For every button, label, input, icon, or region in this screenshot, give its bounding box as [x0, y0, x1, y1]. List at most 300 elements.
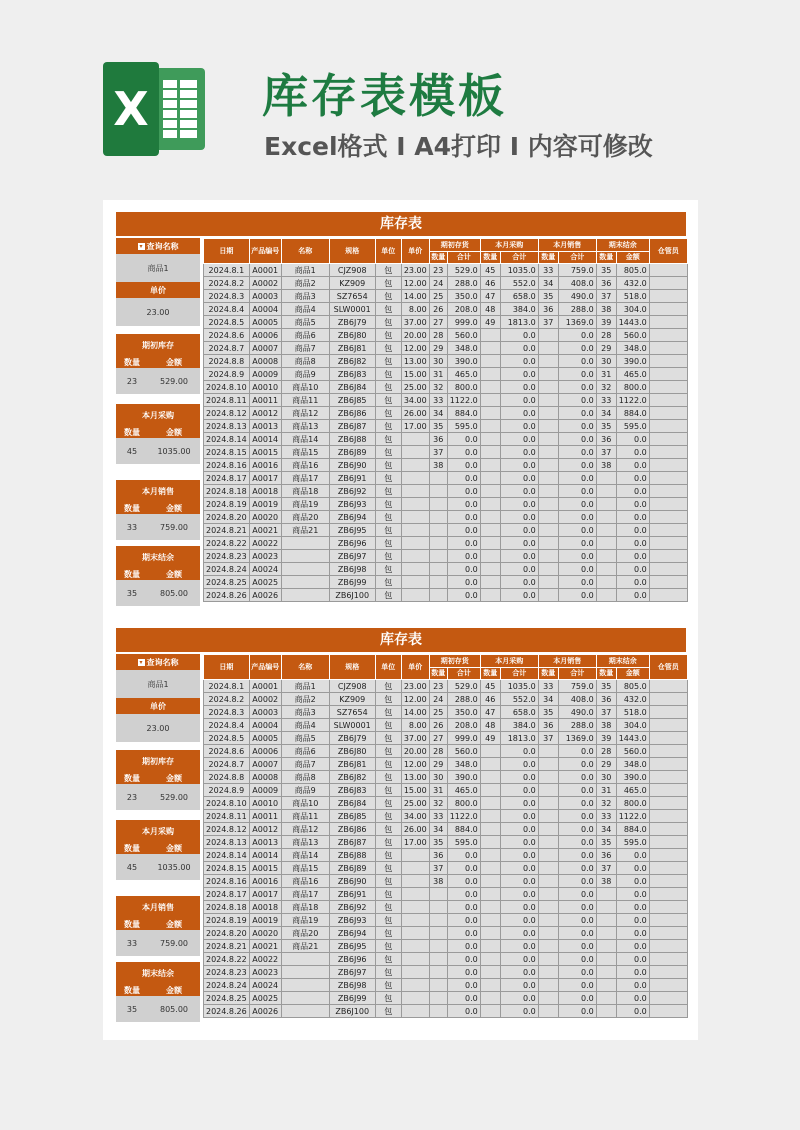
cell-closing-amount[interactable]: 0.0	[616, 927, 649, 940]
cell-date[interactable]: 2024.8.2	[204, 693, 250, 706]
cell-closing-amount[interactable]: 1443.0	[616, 732, 649, 745]
cell-keeper[interactable]	[649, 329, 687, 342]
cell-unit[interactable]: 包	[375, 771, 401, 784]
cell-opening-total[interactable]: 0.0	[447, 485, 480, 498]
cell-sales-total[interactable]: 288.0	[558, 719, 596, 732]
cell-code[interactable]: A0018	[249, 485, 281, 498]
cell-unit[interactable]: 包	[375, 368, 401, 381]
cell-closing-qty[interactable]: 31	[596, 784, 616, 797]
cell-unit[interactable]: 包	[375, 706, 401, 719]
cell-closing-amount[interactable]: 0.0	[616, 862, 649, 875]
cell-price[interactable]	[401, 966, 429, 979]
cell-closing-amount[interactable]: 0.0	[616, 459, 649, 472]
cell-code[interactable]: A0017	[249, 472, 281, 485]
filter-dropdown-icon[interactable]: ▾	[139, 658, 143, 666]
cell-code[interactable]: A0013	[249, 420, 281, 433]
cell-sales-qty[interactable]	[538, 511, 558, 524]
cell-sales-total[interactable]: 490.0	[558, 290, 596, 303]
cell-opening-qty[interactable]: 29	[429, 342, 447, 355]
col-sales[interactable]: 本月销售	[538, 655, 596, 668]
cell-closing-qty[interactable]: 39	[596, 732, 616, 745]
cell-price[interactable]: 25.00	[401, 797, 429, 810]
cell-code[interactable]: A0019	[249, 498, 281, 511]
cell-opening-total[interactable]: 0.0	[447, 576, 480, 589]
cell-name[interactable]: 商品4	[281, 303, 329, 316]
cell-opening-qty[interactable]: 27	[429, 316, 447, 329]
cell-purchase-qty[interactable]	[480, 498, 500, 511]
cell-spec[interactable]: ZB6J86	[329, 407, 375, 420]
cell-unit[interactable]: 包	[375, 823, 401, 836]
cell-unit[interactable]: 包	[375, 355, 401, 368]
cell-closing-amount[interactable]: 0.0	[616, 979, 649, 992]
cell-spec[interactable]: ZB6J81	[329, 342, 375, 355]
cell-name[interactable]: 商品8	[281, 355, 329, 368]
cell-code[interactable]: A0006	[249, 329, 281, 342]
cell-opening-qty[interactable]: 30	[429, 771, 447, 784]
cell-sales-total[interactable]: 0.0	[558, 758, 596, 771]
cell-purchase-total[interactable]: 384.0	[500, 303, 538, 316]
cell-opening-qty[interactable]: 28	[429, 329, 447, 342]
cell-purchase-qty[interactable]	[480, 420, 500, 433]
cell-keeper[interactable]	[649, 524, 687, 537]
cell-unit[interactable]: 包	[375, 511, 401, 524]
cell-spec[interactable]: ZB6J91	[329, 888, 375, 901]
cell-unit[interactable]: 包	[375, 758, 401, 771]
cell-sales-qty[interactable]	[538, 433, 558, 446]
cell-closing-qty[interactable]	[596, 485, 616, 498]
cell-sales-total[interactable]: 1369.0	[558, 732, 596, 745]
cell-price[interactable]: 15.00	[401, 784, 429, 797]
cell-unit[interactable]: 包	[375, 433, 401, 446]
cell-unit[interactable]: 包	[375, 888, 401, 901]
cell-keeper[interactable]	[649, 511, 687, 524]
cell-closing-amount[interactable]: 0.0	[616, 524, 649, 537]
cell-closing-amount[interactable]: 805.0	[616, 680, 649, 693]
cell-closing-amount[interactable]: 0.0	[616, 589, 649, 602]
col-purchase[interactable]: 本月采购	[480, 239, 538, 252]
cell-opening-qty[interactable]	[429, 888, 447, 901]
cell-price[interactable]: 12.00	[401, 277, 429, 290]
cell-code[interactable]: A0007	[249, 758, 281, 771]
cell-name[interactable]: 商品21	[281, 524, 329, 537]
cell-purchase-qty[interactable]	[480, 745, 500, 758]
cell-purchase-total[interactable]: 1035.0	[500, 680, 538, 693]
cell-date[interactable]: 2024.8.24	[204, 979, 250, 992]
cell-price[interactable]: 15.00	[401, 368, 429, 381]
cell-spec[interactable]: ZB6J98	[329, 563, 375, 576]
cell-purchase-total[interactable]: 0.0	[500, 368, 538, 381]
cell-code[interactable]: A0016	[249, 875, 281, 888]
cell-opening-total[interactable]: 0.0	[447, 550, 480, 563]
cell-unit[interactable]: 包	[375, 485, 401, 498]
cell-opening-total[interactable]: 999.0	[447, 732, 480, 745]
cell-sales-total[interactable]: 408.0	[558, 277, 596, 290]
cell-closing-qty[interactable]: 33	[596, 810, 616, 823]
cell-keeper[interactable]	[649, 576, 687, 589]
cell-date[interactable]: 2024.8.23	[204, 550, 250, 563]
cell-spec[interactable]: ZB6J99	[329, 992, 375, 1005]
cell-name[interactable]	[281, 576, 329, 589]
cell-closing-qty[interactable]: 29	[596, 758, 616, 771]
cell-closing-qty[interactable]: 28	[596, 745, 616, 758]
cell-sales-total[interactable]: 1369.0	[558, 316, 596, 329]
cell-sales-qty[interactable]	[538, 342, 558, 355]
cell-closing-amount[interactable]: 0.0	[616, 849, 649, 862]
cell-sales-qty[interactable]	[538, 836, 558, 849]
cell-date[interactable]: 2024.8.16	[204, 875, 250, 888]
cell-code[interactable]: A0024	[249, 979, 281, 992]
cell-name[interactable]: 商品14	[281, 433, 329, 446]
cell-opening-qty[interactable]: 37	[429, 446, 447, 459]
cell-code[interactable]: A0003	[249, 290, 281, 303]
cell-name[interactable]: 商品13	[281, 836, 329, 849]
cell-closing-qty[interactable]: 38	[596, 303, 616, 316]
cell-purchase-qty[interactable]	[480, 537, 500, 550]
cell-spec[interactable]: ZB6J95	[329, 940, 375, 953]
cell-unit[interactable]: 包	[375, 342, 401, 355]
col-spec[interactable]: 规格	[329, 239, 375, 264]
query-name-header[interactable]	[116, 654, 200, 670]
cell-code[interactable]: A0026	[249, 589, 281, 602]
cell-opening-total[interactable]: 0.0	[447, 498, 480, 511]
cell-closing-amount[interactable]: 560.0	[616, 745, 649, 758]
cell-opening-qty[interactable]	[429, 485, 447, 498]
cell-closing-qty[interactable]: 37	[596, 862, 616, 875]
cell-name[interactable]: 商品17	[281, 888, 329, 901]
cell-spec[interactable]: ZB6J81	[329, 758, 375, 771]
cell-purchase-qty[interactable]	[480, 381, 500, 394]
cell-closing-amount[interactable]: 0.0	[616, 888, 649, 901]
cell-unit[interactable]: 包	[375, 537, 401, 550]
cell-keeper[interactable]	[649, 355, 687, 368]
cell-purchase-qty[interactable]	[480, 446, 500, 459]
cell-code[interactable]: A0025	[249, 992, 281, 1005]
cell-purchase-total[interactable]: 0.0	[500, 771, 538, 784]
cell-sales-total[interactable]: 0.0	[558, 524, 596, 537]
cell-date[interactable]: 2024.8.4	[204, 719, 250, 732]
cell-purchase-qty[interactable]	[480, 836, 500, 849]
cell-opening-total[interactable]: 208.0	[447, 719, 480, 732]
cell-code[interactable]: A0021	[249, 940, 281, 953]
cell-purchase-qty[interactable]	[480, 1005, 500, 1018]
col-name[interactable]: 名称	[281, 655, 329, 680]
cell-sales-qty[interactable]	[538, 394, 558, 407]
cell-unit[interactable]: 包	[375, 719, 401, 732]
cell-code[interactable]: A0010	[249, 797, 281, 810]
cell-spec[interactable]: ZB6J89	[329, 446, 375, 459]
cell-opening-total[interactable]: 595.0	[447, 836, 480, 849]
cell-price[interactable]: 34.00	[401, 810, 429, 823]
cell-price[interactable]	[401, 1005, 429, 1018]
col-code[interactable]: 产品编号	[249, 239, 281, 264]
cell-price[interactable]: 17.00	[401, 836, 429, 849]
cell-opening-total[interactable]: 0.0	[447, 940, 480, 953]
cell-closing-amount[interactable]: 390.0	[616, 355, 649, 368]
cell-price[interactable]: 17.00	[401, 420, 429, 433]
cell-opening-total[interactable]: 0.0	[447, 459, 480, 472]
cell-price[interactable]: 12.00	[401, 342, 429, 355]
cell-purchase-total[interactable]: 0.0	[500, 745, 538, 758]
cell-purchase-total[interactable]: 0.0	[500, 537, 538, 550]
col-name[interactable]: 名称	[281, 239, 329, 264]
cell-purchase-total[interactable]: 0.0	[500, 979, 538, 992]
cell-spec[interactable]: ZB6J88	[329, 849, 375, 862]
cell-closing-qty[interactable]: 35	[596, 680, 616, 693]
cell-name[interactable]: 商品6	[281, 745, 329, 758]
cell-spec[interactable]: ZB6J94	[329, 511, 375, 524]
col-opening-total[interactable]: 合计	[447, 668, 480, 680]
cell-code[interactable]: A0013	[249, 836, 281, 849]
cell-date[interactable]: 2024.8.15	[204, 446, 250, 459]
cell-date[interactable]: 2024.8.23	[204, 966, 250, 979]
cell-price[interactable]	[401, 849, 429, 862]
cell-opening-total[interactable]: 0.0	[447, 433, 480, 446]
col-sales[interactable]: 本月销售	[538, 239, 596, 252]
cell-opening-qty[interactable]: 27	[429, 732, 447, 745]
cell-opening-qty[interactable]	[429, 537, 447, 550]
cell-sales-qty[interactable]	[538, 940, 558, 953]
cell-name[interactable]: 商品7	[281, 758, 329, 771]
cell-opening-qty[interactable]: 24	[429, 693, 447, 706]
cell-date[interactable]: 2024.8.18	[204, 901, 250, 914]
cell-keeper[interactable]	[649, 797, 687, 810]
cell-code[interactable]: A0001	[249, 264, 281, 277]
cell-price[interactable]: 14.00	[401, 290, 429, 303]
cell-sales-qty[interactable]	[538, 537, 558, 550]
cell-opening-qty[interactable]: 25	[429, 706, 447, 719]
cell-spec[interactable]: ZB6J93	[329, 498, 375, 511]
cell-opening-qty[interactable]: 31	[429, 784, 447, 797]
cell-closing-qty[interactable]: 31	[596, 368, 616, 381]
cell-code[interactable]: A0011	[249, 394, 281, 407]
cell-code[interactable]: A0022	[249, 953, 281, 966]
col-purchase-qty[interactable]: 数量	[480, 252, 500, 264]
cell-purchase-qty[interactable]	[480, 576, 500, 589]
cell-closing-amount[interactable]: 0.0	[616, 472, 649, 485]
cell-price[interactable]: 23.00	[401, 264, 429, 277]
cell-opening-qty[interactable]	[429, 550, 447, 563]
cell-name[interactable]: 商品9	[281, 368, 329, 381]
cell-code[interactable]: A0024	[249, 563, 281, 576]
cell-sales-total[interactable]: 0.0	[558, 537, 596, 550]
cell-purchase-qty[interactable]	[480, 823, 500, 836]
cell-unit[interactable]: 包	[375, 914, 401, 927]
cell-name[interactable]: 商品12	[281, 823, 329, 836]
cell-name[interactable]	[281, 550, 329, 563]
cell-code[interactable]: A0004	[249, 719, 281, 732]
cell-closing-qty[interactable]	[596, 914, 616, 927]
cell-purchase-total[interactable]: 1813.0	[500, 316, 538, 329]
cell-closing-qty[interactable]	[596, 1005, 616, 1018]
cell-sales-qty[interactable]	[538, 758, 558, 771]
cell-purchase-total[interactable]: 0.0	[500, 511, 538, 524]
cell-keeper[interactable]	[649, 901, 687, 914]
cell-name[interactable]: 商品21	[281, 940, 329, 953]
cell-purchase-total[interactable]: 0.0	[500, 758, 538, 771]
cell-name[interactable]: 商品20	[281, 927, 329, 940]
cell-closing-amount[interactable]: 0.0	[616, 966, 649, 979]
cell-closing-amount[interactable]: 1443.0	[616, 316, 649, 329]
cell-opening-qty[interactable]: 35	[429, 836, 447, 849]
cell-opening-total[interactable]: 0.0	[447, 537, 480, 550]
cell-opening-qty[interactable]: 26	[429, 303, 447, 316]
col-opening[interactable]: 期初存货	[429, 239, 480, 252]
cell-purchase-total[interactable]: 0.0	[500, 797, 538, 810]
cell-price[interactable]	[401, 472, 429, 485]
cell-sales-total[interactable]: 0.0	[558, 368, 596, 381]
cell-purchase-qty[interactable]	[480, 966, 500, 979]
cell-name[interactable]: 商品3	[281, 290, 329, 303]
cell-purchase-total[interactable]: 0.0	[500, 875, 538, 888]
cell-spec[interactable]: ZB6J97	[329, 550, 375, 563]
cell-code[interactable]: A0018	[249, 901, 281, 914]
cell-unit[interactable]: 包	[375, 940, 401, 953]
cell-closing-qty[interactable]: 30	[596, 355, 616, 368]
cell-purchase-total[interactable]: 384.0	[500, 719, 538, 732]
cell-purchase-total[interactable]: 0.0	[500, 524, 538, 537]
col-opening-total[interactable]: 合计	[447, 252, 480, 264]
cell-date[interactable]: 2024.8.11	[204, 810, 250, 823]
cell-sales-qty[interactable]	[538, 953, 558, 966]
cell-opening-total[interactable]: 208.0	[447, 303, 480, 316]
cell-spec[interactable]: ZB6J87	[329, 420, 375, 433]
cell-closing-qty[interactable]	[596, 576, 616, 589]
cell-spec[interactable]: ZB6J79	[329, 732, 375, 745]
cell-price[interactable]: 8.00	[401, 719, 429, 732]
cell-sales-qty[interactable]: 35	[538, 290, 558, 303]
cell-closing-amount[interactable]: 0.0	[616, 901, 649, 914]
cell-price[interactable]	[401, 485, 429, 498]
cell-closing-amount[interactable]: 0.0	[616, 992, 649, 1005]
cell-code[interactable]: A0009	[249, 368, 281, 381]
cell-closing-qty[interactable]	[596, 992, 616, 1005]
cell-purchase-total[interactable]: 0.0	[500, 1005, 538, 1018]
cell-sales-qty[interactable]	[538, 498, 558, 511]
cell-code[interactable]: A0026	[249, 1005, 281, 1018]
cell-opening-total[interactable]: 350.0	[447, 706, 480, 719]
cell-sales-total[interactable]: 0.0	[558, 914, 596, 927]
cell-code[interactable]: A0023	[249, 550, 281, 563]
cell-closing-amount[interactable]: 518.0	[616, 290, 649, 303]
cell-spec[interactable]: ZB6J86	[329, 823, 375, 836]
cell-code[interactable]: A0006	[249, 745, 281, 758]
cell-closing-amount[interactable]: 1122.0	[616, 810, 649, 823]
cell-spec[interactable]: ZB6J93	[329, 914, 375, 927]
cell-price[interactable]	[401, 537, 429, 550]
cell-unit[interactable]: 包	[375, 459, 401, 472]
filter-dropdown-icon[interactable]: ▾	[139, 242, 143, 250]
cell-date[interactable]: 2024.8.13	[204, 836, 250, 849]
cell-price[interactable]	[401, 550, 429, 563]
cell-closing-qty[interactable]: 37	[596, 290, 616, 303]
cell-code[interactable]: A0008	[249, 355, 281, 368]
cell-purchase-total[interactable]: 0.0	[500, 342, 538, 355]
cell-purchase-total[interactable]: 0.0	[500, 381, 538, 394]
cell-keeper[interactable]	[649, 342, 687, 355]
cell-date[interactable]: 2024.8.17	[204, 472, 250, 485]
cell-date[interactable]: 2024.8.3	[204, 706, 250, 719]
cell-price[interactable]: 26.00	[401, 407, 429, 420]
cell-closing-qty[interactable]	[596, 537, 616, 550]
cell-spec[interactable]: ZB6J100	[329, 1005, 375, 1018]
cell-price[interactable]	[401, 563, 429, 576]
cell-unit[interactable]: 包	[375, 420, 401, 433]
cell-unit[interactable]: 包	[375, 732, 401, 745]
cell-name[interactable]: 商品8	[281, 771, 329, 784]
cell-purchase-qty[interactable]: 49	[480, 732, 500, 745]
cell-date[interactable]: 2024.8.11	[204, 394, 250, 407]
cell-closing-qty[interactable]	[596, 589, 616, 602]
cell-purchase-qty[interactable]	[480, 927, 500, 940]
cell-purchase-total[interactable]: 0.0	[500, 823, 538, 836]
cell-closing-amount[interactable]: 0.0	[616, 875, 649, 888]
cell-price[interactable]	[401, 875, 429, 888]
cell-sales-qty[interactable]	[538, 446, 558, 459]
cell-spec[interactable]: ZB6J91	[329, 472, 375, 485]
cell-code[interactable]: A0004	[249, 303, 281, 316]
cell-closing-qty[interactable]	[596, 472, 616, 485]
cell-sales-total[interactable]: 0.0	[558, 862, 596, 875]
cell-opening-total[interactable]: 348.0	[447, 758, 480, 771]
cell-closing-amount[interactable]: 465.0	[616, 784, 649, 797]
cell-date[interactable]: 2024.8.2	[204, 277, 250, 290]
cell-sales-total[interactable]: 0.0	[558, 433, 596, 446]
cell-keeper[interactable]	[649, 823, 687, 836]
cell-opening-qty[interactable]: 38	[429, 875, 447, 888]
cell-spec[interactable]: ZB6J96	[329, 953, 375, 966]
cell-purchase-total[interactable]: 0.0	[500, 992, 538, 1005]
col-unit[interactable]: 单位	[375, 239, 401, 264]
cell-keeper[interactable]	[649, 953, 687, 966]
cell-sales-qty[interactable]: 33	[538, 264, 558, 277]
cell-spec[interactable]: ZB6J82	[329, 771, 375, 784]
cell-opening-qty[interactable]	[429, 914, 447, 927]
cell-sales-qty[interactable]: 37	[538, 732, 558, 745]
cell-sales-total[interactable]: 0.0	[558, 836, 596, 849]
cell-spec[interactable]: ZB6J84	[329, 381, 375, 394]
cell-price[interactable]	[401, 446, 429, 459]
cell-purchase-total[interactable]: 1813.0	[500, 732, 538, 745]
cell-unit[interactable]: 包	[375, 576, 401, 589]
cell-opening-total[interactable]: 465.0	[447, 368, 480, 381]
cell-price[interactable]: 37.00	[401, 316, 429, 329]
cell-opening-qty[interactable]	[429, 472, 447, 485]
cell-opening-total[interactable]: 348.0	[447, 342, 480, 355]
query-product-value[interactable]: 商品1	[116, 670, 200, 698]
cell-opening-qty[interactable]: 33	[429, 810, 447, 823]
cell-spec[interactable]: ZB6J90	[329, 459, 375, 472]
cell-code[interactable]: A0012	[249, 823, 281, 836]
cell-code[interactable]: A0005	[249, 732, 281, 745]
col-unit[interactable]: 单位	[375, 655, 401, 680]
col-sales-total[interactable]: 合计	[558, 252, 596, 264]
cell-opening-total[interactable]: 288.0	[447, 693, 480, 706]
cell-closing-qty[interactable]: 38	[596, 875, 616, 888]
cell-purchase-qty[interactable]: 47	[480, 706, 500, 719]
cell-closing-amount[interactable]: 0.0	[616, 498, 649, 511]
cell-sales-total[interactable]: 0.0	[558, 394, 596, 407]
cell-sales-total[interactable]: 0.0	[558, 355, 596, 368]
cell-unit[interactable]: 包	[375, 966, 401, 979]
cell-sales-qty[interactable]	[538, 966, 558, 979]
cell-purchase-total[interactable]: 0.0	[500, 849, 538, 862]
cell-name[interactable]: 商品10	[281, 381, 329, 394]
cell-price[interactable]: 34.00	[401, 394, 429, 407]
cell-keeper[interactable]	[649, 992, 687, 1005]
cell-code[interactable]: A0020	[249, 927, 281, 940]
cell-code[interactable]: A0025	[249, 576, 281, 589]
cell-purchase-total[interactable]: 0.0	[500, 550, 538, 563]
